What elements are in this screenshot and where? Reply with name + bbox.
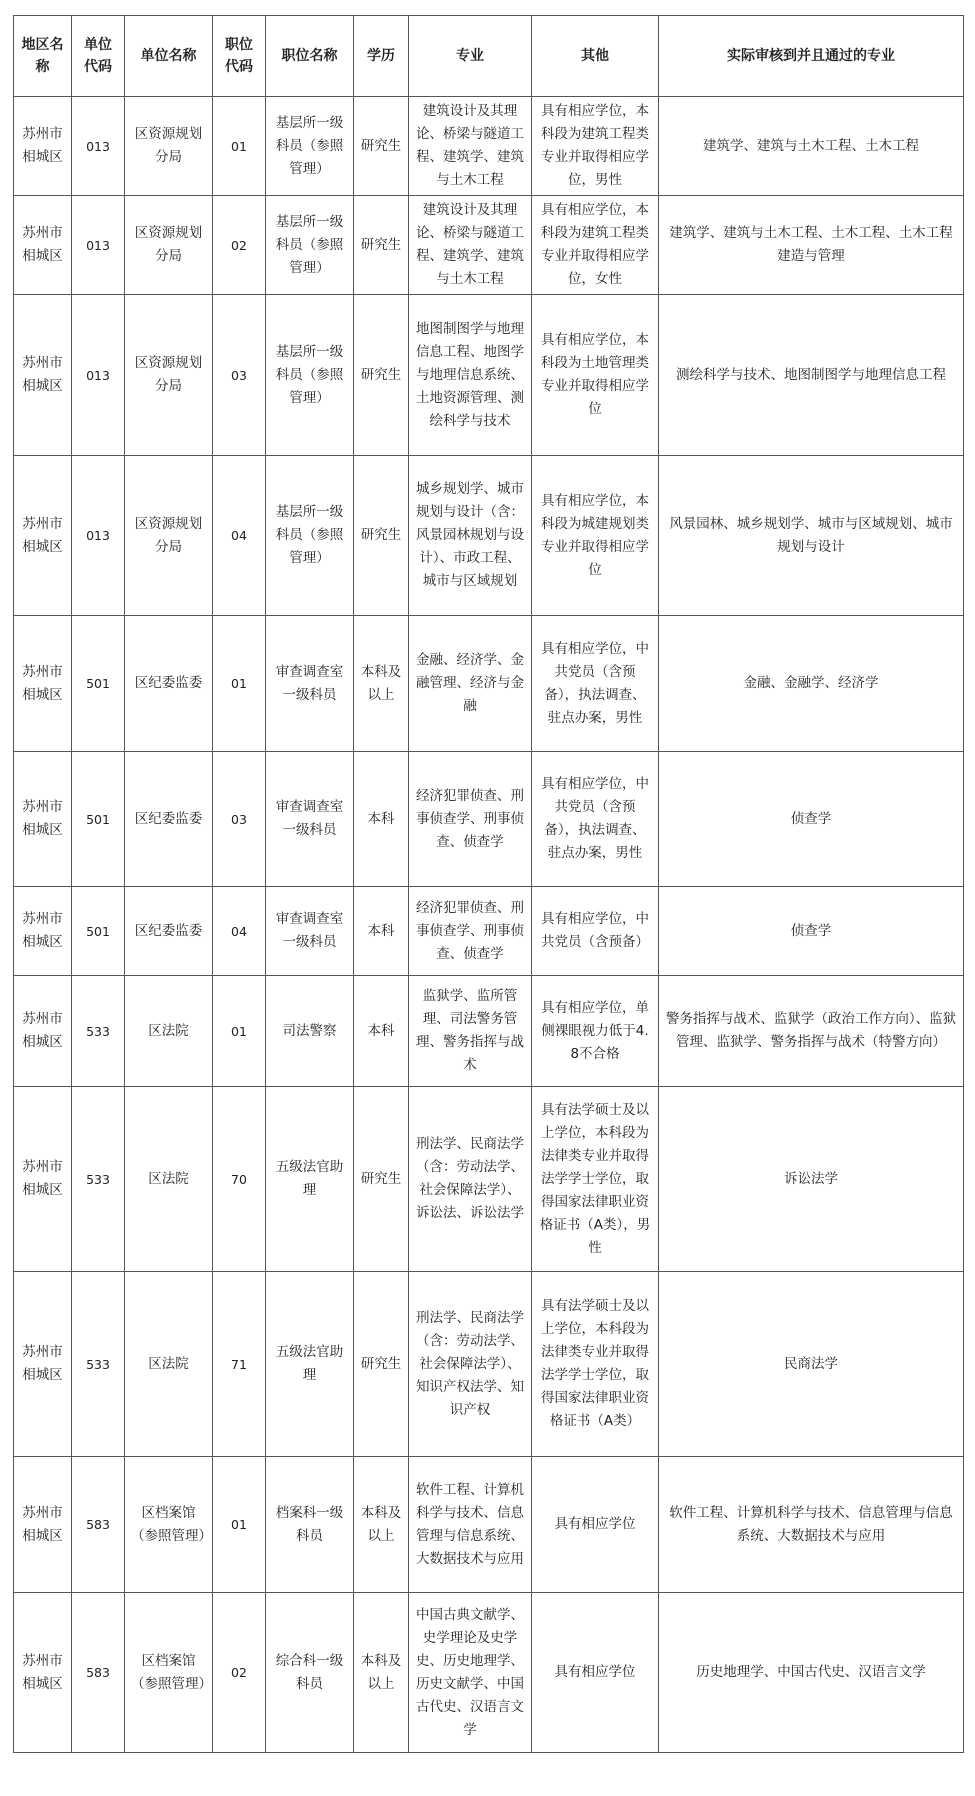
cell-major: 经济犯罪侦查、刑事侦查学、刑事侦查、侦查学 xyxy=(409,752,532,887)
cell-unit-name: 区资源规划分局 xyxy=(125,196,213,295)
header-region: 地区名称 xyxy=(14,16,72,97)
cell-region: 苏州市相城区 xyxy=(14,1457,72,1593)
cell-approved: 侦查学 xyxy=(659,752,964,887)
cell-post-name: 五级法官助理 xyxy=(266,1087,354,1272)
cell-other: 具有相应学位，中共党员（含预备），执法调查、驻点办案，男性 xyxy=(532,616,659,752)
cell-unit-name: 区纪委监委 xyxy=(125,887,213,976)
cell-unit-name: 区纪委监委 xyxy=(125,752,213,887)
cell-post-code: 03 xyxy=(213,295,266,456)
cell-post-code: 01 xyxy=(213,97,266,196)
cell-other: 具有法学硕士及以上学位，本科段为法律类专业并取得法学学士学位，取得国家法律职业资格证书（A类） xyxy=(532,1272,659,1457)
cell-education: 研究生 xyxy=(354,295,409,456)
cell-other: 具有相应学位，单侧裸眼视力低于4.8不合格 xyxy=(532,976,659,1087)
table-row xyxy=(14,752,964,887)
cell-unit-name: 区法院 xyxy=(125,976,213,1087)
cell-unit-code: 013 xyxy=(72,456,125,616)
cell-region: 苏州市相城区 xyxy=(14,752,72,887)
cell-education: 本科 xyxy=(354,887,409,976)
cell-post-name: 基层所一级科员（参照管理） xyxy=(266,196,354,295)
cell-post-name: 基层所一级科员（参照管理） xyxy=(266,97,354,196)
cell-unit-name: 区法院 xyxy=(125,1272,213,1457)
cell-approved: 历史地理学、中国古代史、汉语言文学 xyxy=(659,1593,964,1753)
cell-post-code: 71 xyxy=(213,1272,266,1457)
cell-region: 苏州市相城区 xyxy=(14,295,72,456)
cell-post-name: 审查调查室一级科员 xyxy=(266,752,354,887)
header-approved: 实际审核到并且通过的专业 xyxy=(659,16,964,97)
cell-unit-code: 501 xyxy=(72,887,125,976)
header-major: 专业 xyxy=(409,16,532,97)
cell-education: 本科及以上 xyxy=(354,1593,409,1753)
cell-region: 苏州市相城区 xyxy=(14,456,72,616)
table-row xyxy=(14,1272,964,1457)
table-row xyxy=(14,1457,964,1593)
cell-major: 刑法学、民商法学（含：劳动法学、社会保障法学）、知识产权法学、知识产权 xyxy=(409,1272,532,1457)
cell-approved: 建筑学、建筑与土木工程、土木工程、土木工程建造与管理 xyxy=(659,196,964,295)
table-row xyxy=(14,1087,964,1272)
cell-approved: 金融、金融学、经济学 xyxy=(659,616,964,752)
cell-region: 苏州市相城区 xyxy=(14,196,72,295)
cell-approved: 民商法学 xyxy=(659,1272,964,1457)
cell-other: 具有相应学位 xyxy=(532,1457,659,1593)
cell-post-name: 综合科一级科员 xyxy=(266,1593,354,1753)
cell-unit-name: 区资源规划分局 xyxy=(125,456,213,616)
cell-major: 建筑设计及其理论、桥梁与隧道工程、建筑学、建筑与土木工程 xyxy=(409,196,532,295)
cell-other: 具有相应学位，本科段为建筑工程类专业并取得相应学位，男性 xyxy=(532,97,659,196)
cell-unit-code: 013 xyxy=(72,295,125,456)
header-post-name: 职位名称 xyxy=(266,16,354,97)
cell-education: 研究生 xyxy=(354,1272,409,1457)
table-row xyxy=(14,295,964,456)
cell-region: 苏州市相城区 xyxy=(14,887,72,976)
header-post-code: 职位代码 xyxy=(213,16,266,97)
cell-unit-code: 583 xyxy=(72,1593,125,1753)
cell-education: 本科 xyxy=(354,752,409,887)
cell-unit-code: 533 xyxy=(72,976,125,1087)
cell-post-name: 审查调查室一级科员 xyxy=(266,887,354,976)
cell-region: 苏州市相城区 xyxy=(14,976,72,1087)
cell-unit-name: 区纪委监委 xyxy=(125,616,213,752)
cell-post-code: 01 xyxy=(213,1457,266,1593)
cell-unit-name: 区法院 xyxy=(125,1087,213,1272)
header-unit-name: 单位名称 xyxy=(125,16,213,97)
cell-post-code: 02 xyxy=(213,1593,266,1753)
cell-post-name: 基层所一级科员（参照管理） xyxy=(266,295,354,456)
cell-other: 具有相应学位，本科段为建筑工程类专业并取得相应学位，女性 xyxy=(532,196,659,295)
cell-other: 具有相应学位，中共党员（含预备），执法调查、驻点办案，男性 xyxy=(532,752,659,887)
cell-post-name: 司法警察 xyxy=(266,976,354,1087)
cell-approved: 测绘科学与技术、地图制图学与地理信息工程 xyxy=(659,295,964,456)
cell-unit-name: 区资源规划分局 xyxy=(125,295,213,456)
cell-unit-code: 501 xyxy=(72,752,125,887)
cell-major: 地图制图学与地理信息工程、地图学与地理信息系统、土地资源管理、测绘科学与技术 xyxy=(409,295,532,456)
cell-post-code: 03 xyxy=(213,752,266,887)
cell-education: 研究生 xyxy=(354,1087,409,1272)
cell-other: 具有法学硕士及以上学位，本科段为法律类专业并取得法学学士学位，取得国家法律职业资格证书（A类），男性 xyxy=(532,1087,659,1272)
cell-major: 建筑设计及其理论、桥梁与隧道工程、建筑学、建筑与土木工程 xyxy=(409,97,532,196)
cell-major: 监狱学、监所管理、司法警务管理、警务指挥与战术 xyxy=(409,976,532,1087)
cell-region: 苏州市相城区 xyxy=(14,616,72,752)
table-row xyxy=(14,887,964,976)
cell-approved: 警务指挥与战术、监狱学（政治工作方向）、监狱管理、监狱学、警务指挥与战术（特警方向） xyxy=(659,976,964,1087)
cell-education: 本科及以上 xyxy=(354,616,409,752)
cell-post-code: 04 xyxy=(213,887,266,976)
recruitment-table xyxy=(13,15,964,1753)
cell-region: 苏州市相城区 xyxy=(14,1593,72,1753)
cell-post-name: 档案科一级科员 xyxy=(266,1457,354,1593)
cell-unit-code: 013 xyxy=(72,196,125,295)
cell-approved: 侦查学 xyxy=(659,887,964,976)
cell-post-name: 审查调查室一级科员 xyxy=(266,616,354,752)
cell-unit-code: 583 xyxy=(72,1457,125,1593)
header-unit-code: 单位代码 xyxy=(72,16,125,97)
cell-post-name: 五级法官助理 xyxy=(266,1272,354,1457)
table-header-row xyxy=(14,16,964,97)
cell-major: 刑法学、民商法学（含：劳动法学、社会保障法学）、诉讼法、诉讼法学 xyxy=(409,1087,532,1272)
cell-approved: 诉讼法学 xyxy=(659,1087,964,1272)
cell-unit-name: 区档案馆（参照管理） xyxy=(125,1593,213,1753)
header-other: 其他 xyxy=(532,16,659,97)
recruitment-table-container xyxy=(13,15,964,1753)
cell-region: 苏州市相城区 xyxy=(14,1272,72,1457)
table-row xyxy=(14,97,964,196)
cell-other: 具有相应学位 xyxy=(532,1593,659,1753)
cell-other: 具有相应学位，中共党员（含预备） xyxy=(532,887,659,976)
cell-other: 具有相应学位，本科段为土地管理类专业并取得相应学位 xyxy=(532,295,659,456)
cell-unit-name: 区档案馆（参照管理） xyxy=(125,1457,213,1593)
table-body xyxy=(14,97,964,1753)
cell-unit-name: 区资源规划分局 xyxy=(125,97,213,196)
cell-major: 中国古典文献学、史学理论及史学史、历史地理学、历史文献学、中国古代史、汉语言文学 xyxy=(409,1593,532,1753)
cell-post-code: 01 xyxy=(213,976,266,1087)
table-row xyxy=(14,616,964,752)
cell-other: 具有相应学位，本科段为城建规划类专业并取得相应学位 xyxy=(532,456,659,616)
cell-region: 苏州市相城区 xyxy=(14,97,72,196)
table-row xyxy=(14,456,964,616)
cell-education: 本科及以上 xyxy=(354,1457,409,1593)
cell-education: 研究生 xyxy=(354,456,409,616)
cell-region: 苏州市相城区 xyxy=(14,1087,72,1272)
cell-post-code: 04 xyxy=(213,456,266,616)
cell-education: 研究生 xyxy=(354,97,409,196)
cell-major: 金融、经济学、金融管理、经济与金融 xyxy=(409,616,532,752)
cell-post-name: 基层所一级科员（参照管理） xyxy=(266,456,354,616)
table-row xyxy=(14,976,964,1087)
cell-post-code: 70 xyxy=(213,1087,266,1272)
cell-unit-code: 533 xyxy=(72,1272,125,1457)
table-row xyxy=(14,1593,964,1753)
cell-major: 软件工程、计算机科学与技术、信息管理与信息系统、大数据技术与应用 xyxy=(409,1457,532,1593)
cell-unit-code: 501 xyxy=(72,616,125,752)
cell-unit-code: 013 xyxy=(72,97,125,196)
cell-unit-code: 533 xyxy=(72,1087,125,1272)
cell-post-code: 01 xyxy=(213,616,266,752)
header-education: 学历 xyxy=(354,16,409,97)
cell-major: 城乡规划学、城市规划与设计（含：风景园林规划与设计）、市政工程、城市与区域规划 xyxy=(409,456,532,616)
cell-post-code: 02 xyxy=(213,196,266,295)
cell-approved: 建筑学、建筑与土木工程、土木工程 xyxy=(659,97,964,196)
cell-education: 研究生 xyxy=(354,196,409,295)
cell-education: 本科 xyxy=(354,976,409,1087)
cell-approved: 软件工程、计算机科学与技术、信息管理与信息系统、大数据技术与应用 xyxy=(659,1457,964,1593)
cell-major: 经济犯罪侦查、刑事侦查学、刑事侦查、侦查学 xyxy=(409,887,532,976)
table-row xyxy=(14,196,964,295)
cell-approved: 风景园林、城乡规划学、城市与区域规划、城市规划与设计 xyxy=(659,456,964,616)
